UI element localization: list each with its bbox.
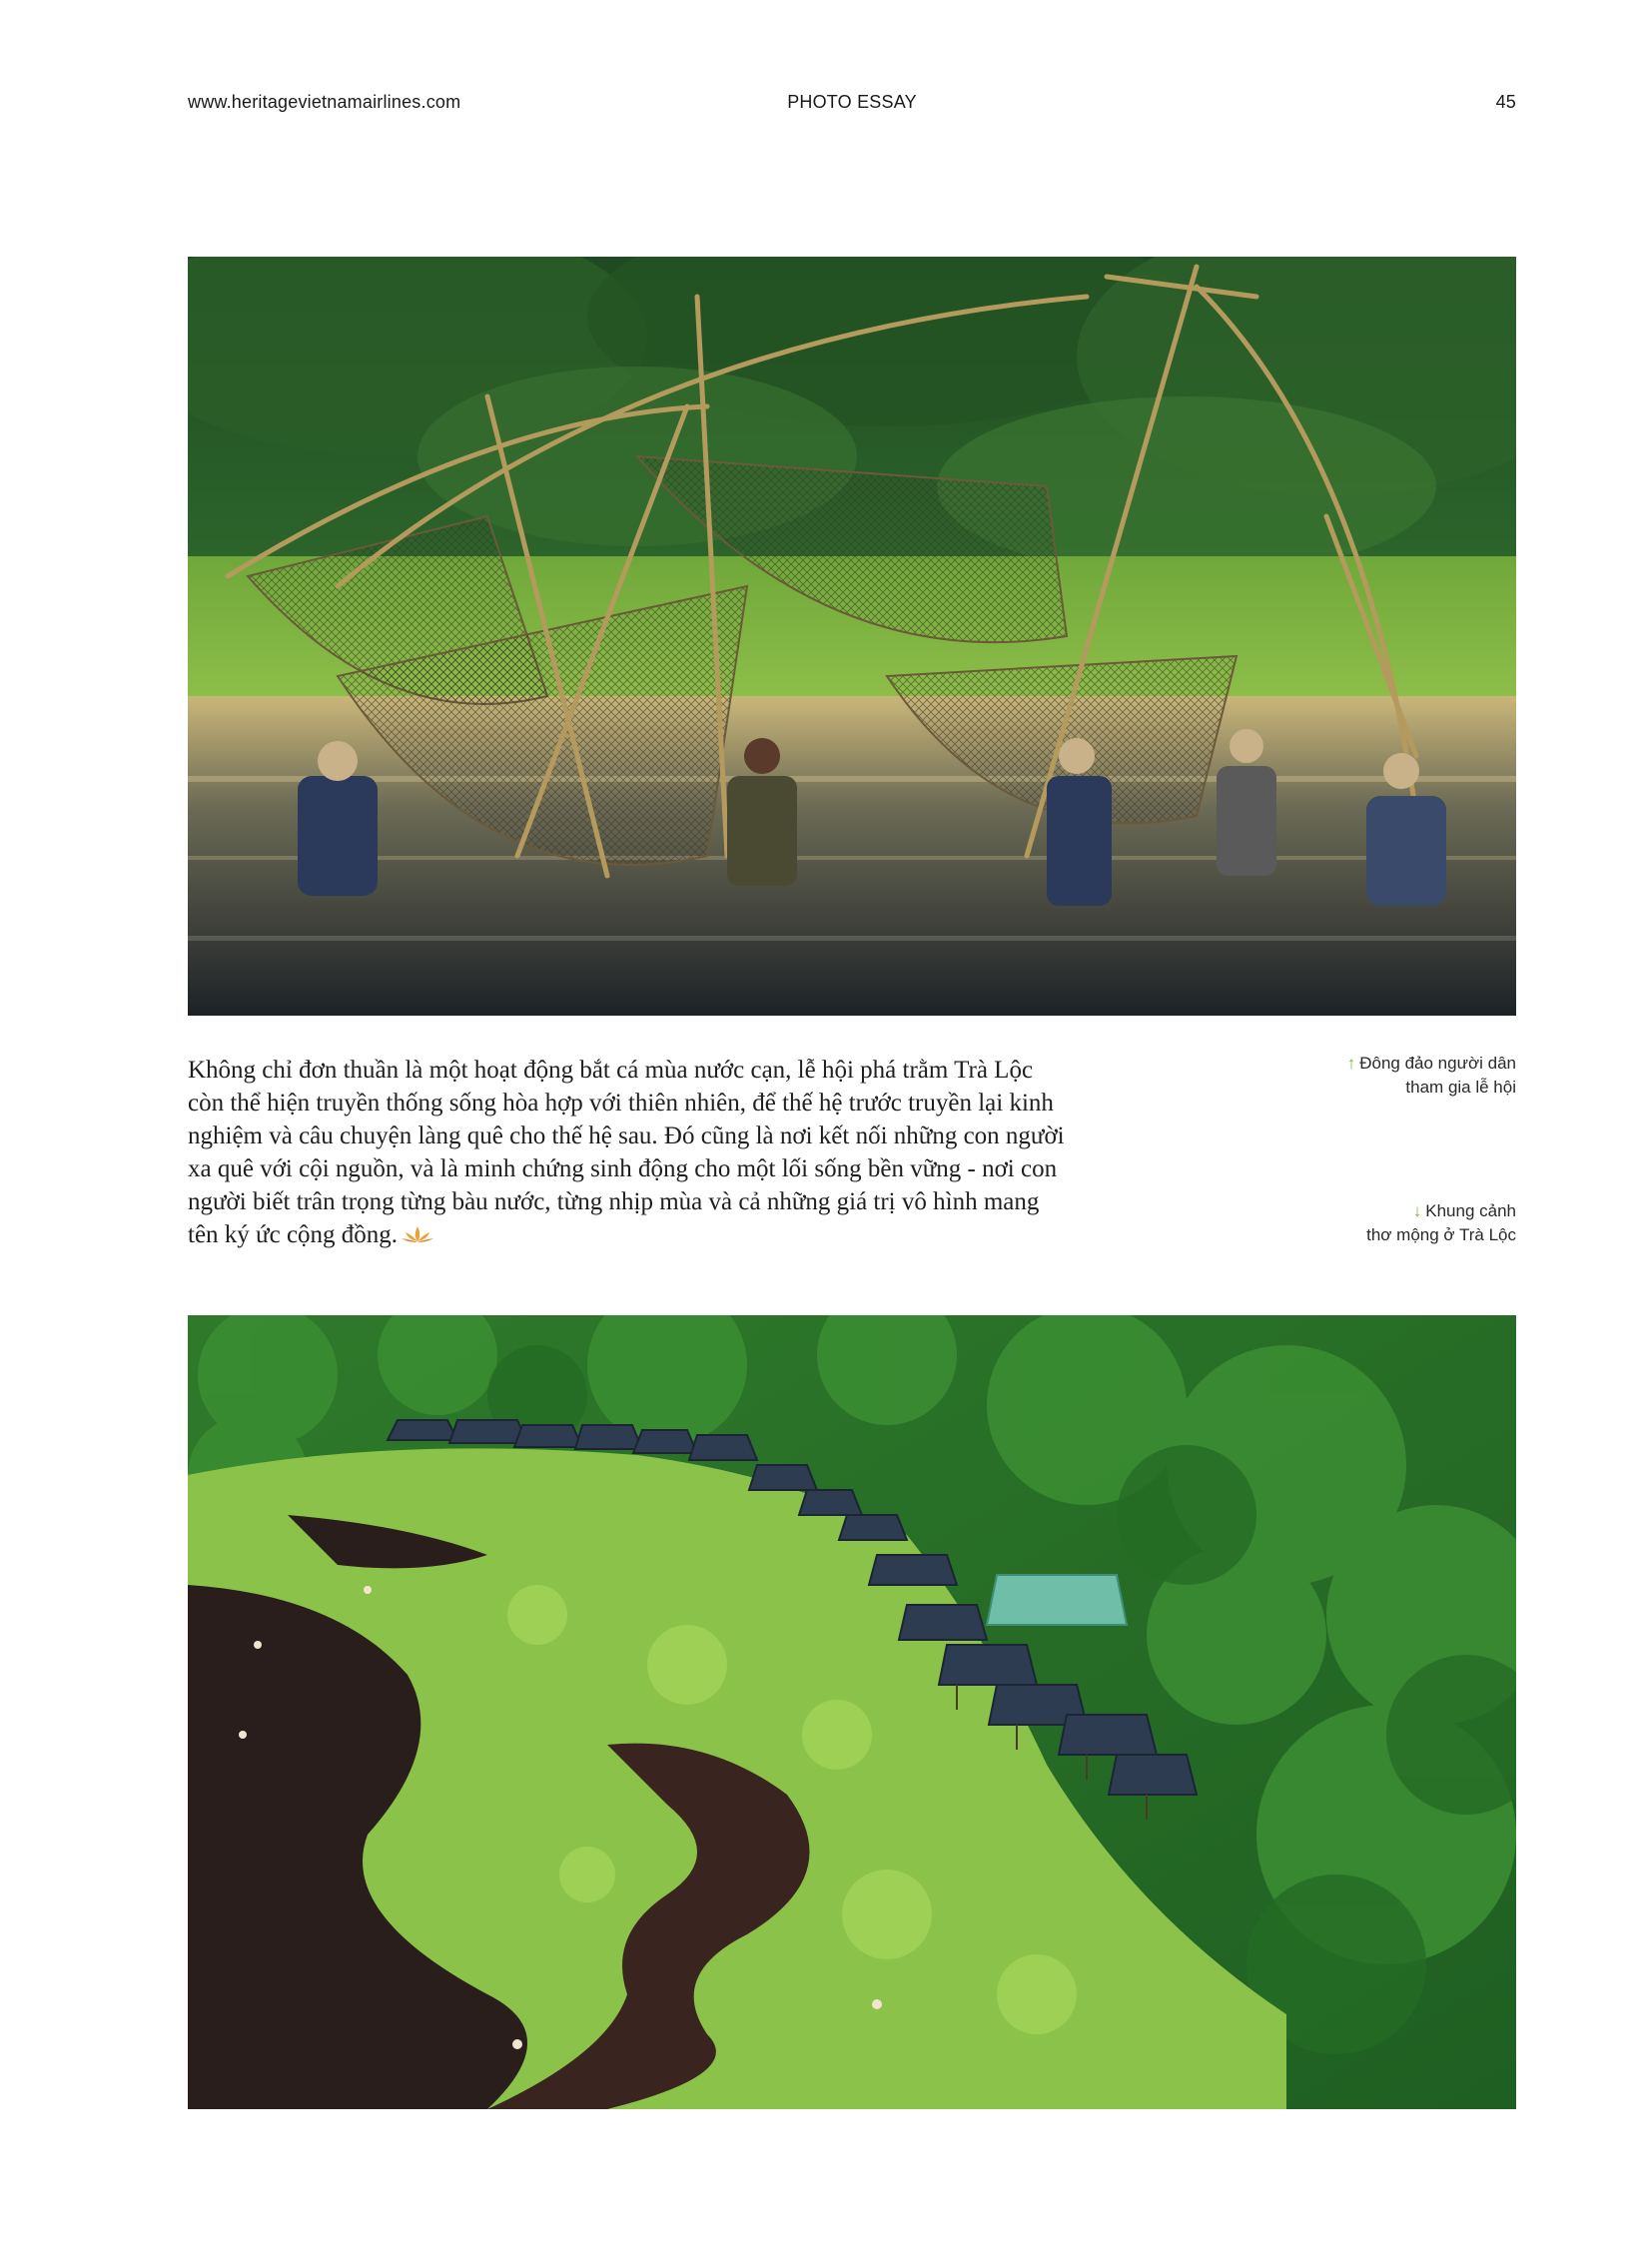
fishing-nets-illustration <box>188 257 1516 1016</box>
photo-fishing-nets <box>188 257 1516 1016</box>
website-url[interactable]: www.heritagevietnamairlines.com <box>188 92 461 112</box>
section-title: PHOTO ESSAY <box>787 92 917 112</box>
caption-top-photo <box>1237 1052 1516 1100</box>
caption-top-line1: Đông đảo người dân <box>1359 1054 1516 1073</box>
arrow-down-icon: ↓ <box>1412 1201 1422 1220</box>
caption-top-line2: tham gia lễ hội <box>1405 1078 1516 1097</box>
arrow-up-icon: ↑ <box>1346 1054 1356 1073</box>
lotus-icon <box>402 1220 433 1253</box>
page-number: 45 <box>1495 92 1516 112</box>
body-paragraph-text: Không chỉ đơn thuần là một hoạt động bắt cá mùa nước cạn, lễ hội phá trằm Trà Lộc còn thể hiện truyền thống sống hòa hợp với thiên nhiên, để thế hệ trước truyền lại kinh nghiệm và câu chuyện làng quê cho thế hệ sau. Đó cũng là nơi kết nối những con người xa quê với cội nguồn, và là minh chứng sinh động cho một lối sống bền vững - nơi con người biết trân trọng từng bàu nước, từng nhịp mùa và cả những giá trị vô hình mang tên ký ức cộng đồng. <box>188 1057 1065 1248</box>
caption-bottom-line2: thơ mộng ở Trà Lộc <box>1366 1225 1516 1244</box>
caption-bottom-photo <box>1237 1199 1516 1247</box>
page-header <box>188 92 1516 122</box>
body-paragraph <box>188 1054 1067 1253</box>
aerial-wetland-illustration <box>188 1315 1516 2109</box>
caption-bottom-line1: Khung cảnh <box>1425 1201 1516 1220</box>
photo-aerial-wetland <box>188 1315 1516 2109</box>
